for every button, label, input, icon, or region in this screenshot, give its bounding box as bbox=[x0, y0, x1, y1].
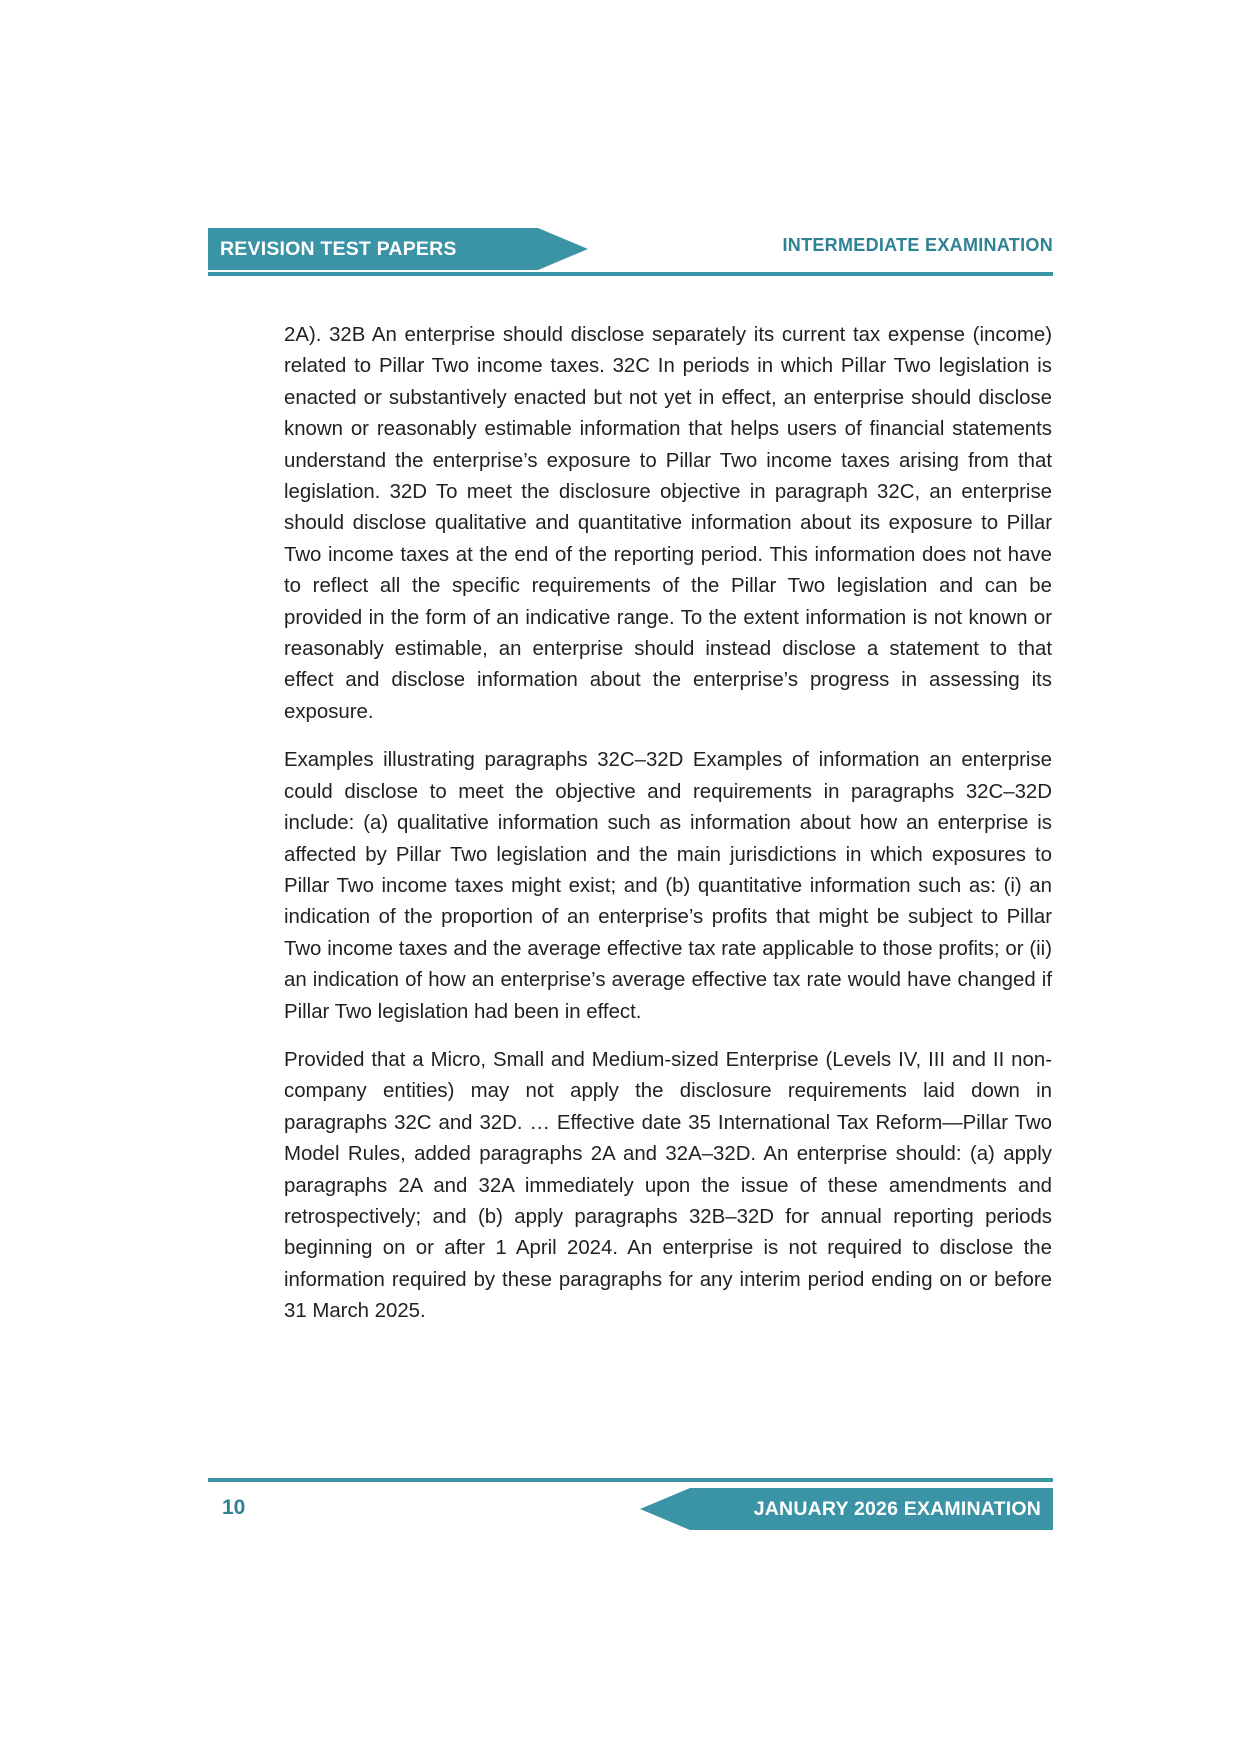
header-banner-label: REVISION TEST PAPERS bbox=[220, 237, 457, 260]
header-divider bbox=[208, 272, 1053, 276]
page-header bbox=[208, 228, 1053, 280]
footer-divider bbox=[208, 1478, 1053, 1482]
body-paragraph-1: 2A). 32B An enterprise should disclose separately its current tax expense (income) related to Pillar Two income taxes. 32C In periods in which Pillar Two legislation is enacted or substantively enacted but not yet in effect, an enterprise should disclose known or reasonably estimable information that helps users of financial statements understand the enterprise’s exposure to Pillar Two income taxes arising from that legislation. 32D To meet the disclosure objective in paragraph 32C, an enterprise should disclose qualitative and quantitative information about its exposure to Pillar Two income taxes at the end of the reporting period. This information does not have to reflect all the specific requirements of the Pillar Two legislation and can be provided in the form of an indicative range. To the extent information is not known or reasonably estimable, an enterprise should instead disclose a statement to that effect and disclose information about the enterprise’s progress in assessing its exposure. bbox=[284, 324, 1052, 723]
page-content bbox=[284, 320, 1052, 1328]
body-paragraph-3: Provided that a Micro, Small and Medium-sized Enterprise (Levels IV, III and II non-company entities) may not apply the disclosure requirements laid down in paragraphs 32C and 32D. … Effective date 35 International Tax Reform—Pillar Two Model Rules, added paragraphs 2A and 32A–32D. An enterprise should: (a) apply paragraphs 2A and 32A immediately upon the issue of these amendments and retrospectively; and (b) apply paragraphs 32B–32D for annual reporting periods beginning on or after 1 April 2024. An enterprise is not required to disclose the information required by these paragraphs for any interim period ending on or before 31 March 2025. bbox=[284, 1048, 1052, 1323]
page-number: 10 bbox=[222, 1496, 246, 1519]
page-footer bbox=[208, 1478, 1053, 1538]
header-banner bbox=[208, 228, 538, 270]
header-banner-arrow bbox=[538, 228, 588, 270]
footer-banner bbox=[690, 1488, 1053, 1530]
footer-banner-arrow bbox=[640, 1488, 690, 1530]
footer-banner-label: JANUARY 2026 EXAMINATION bbox=[753, 1497, 1041, 1520]
header-exam-label: INTERMEDIATE EXAMINATION bbox=[782, 235, 1053, 255]
body-paragraph-2: Examples illustrating paragraphs 32C–32D Examples of information an enterprise could disclose to meet the objective and requirements in paragraphs 32C–32D include: (a) qualitative information such as information about how an enterprise is affected by Pillar Two legislation and the main jurisdictions in which exposures to Pillar Two income taxes might exist; and (b) quantitative information such as: (i) an indication of the proportion of an enterprise’s profits that might be subject to Pillar Two income taxes and the average effective tax rate applicable to those profits; or (ii) an indication of how an enterprise’s average effective tax rate would have changed if Pillar Two legislation had been in effect. bbox=[284, 749, 1052, 1023]
